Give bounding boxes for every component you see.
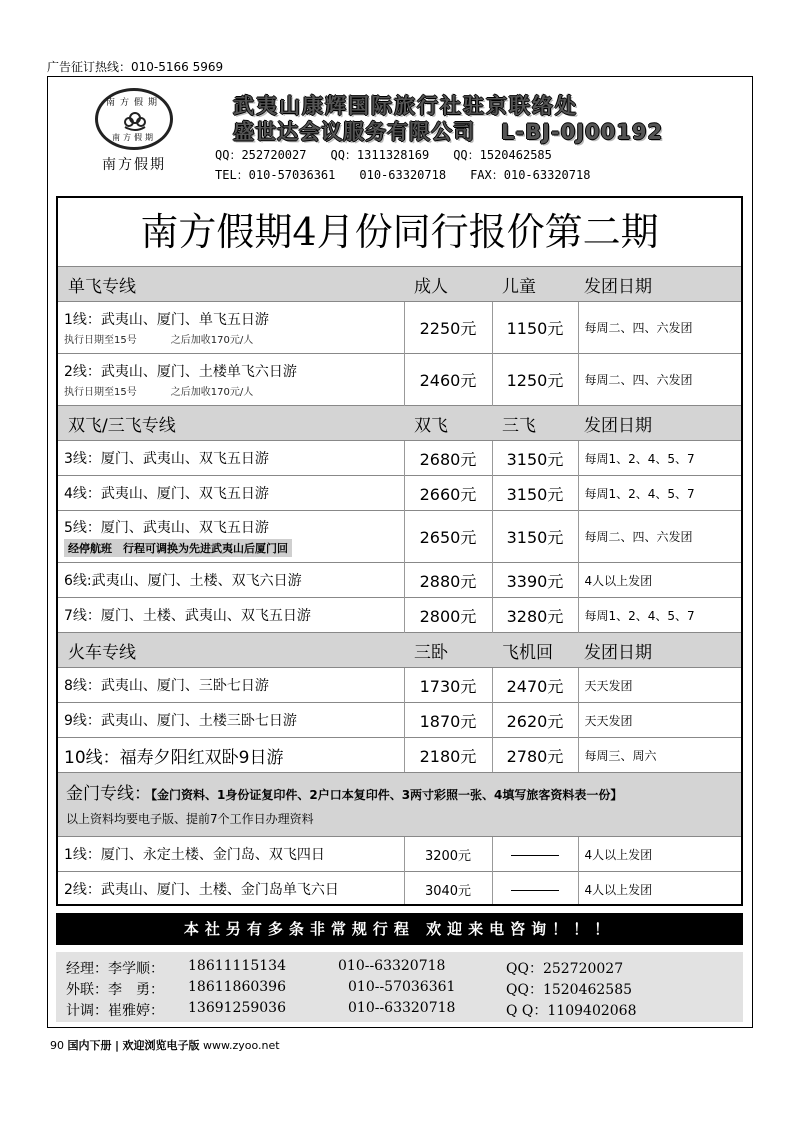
footer-separator: | [115,1039,120,1052]
contact-name: 计调：崔雅婷： [66,1003,164,1019]
logo-emblem [95,88,173,150]
table-row [58,476,741,511]
footer-slogan: 欢迎浏览电子版 [122,1039,200,1052]
col-header: 发团日期 [578,633,741,668]
route-name: 9线：武夷山、厦门、土楼三卧七日游 [58,703,404,738]
ad-hotline: 广告征订热线：010-5166 5969 [47,60,224,74]
logo-name: 南方假期 [102,157,166,173]
page-footer [50,1037,280,1053]
price-1: 2880元 [404,563,492,598]
route-note-2: 之后加收170元/人 [170,387,254,398]
price-2 [492,837,578,872]
fax: FAX：010-63320718 [470,168,591,182]
jinmen-header [58,772,741,836]
section-title: 双飞/三飞专线 [58,406,404,441]
route-name: 7线：厦门、土楼、武夷山、双飞五日游 [58,598,404,633]
route-note [64,331,398,346]
departure-dates: 4人以上发团 [578,872,741,907]
table-row [58,302,741,354]
departure-dates: 4人以上发团 [578,837,741,872]
route-note [64,383,398,398]
route-name: 4线：武夷山、厦门、双飞五日游 [58,476,404,511]
contact-tel: 010--57036361 [348,979,456,995]
table-row [58,598,741,633]
price-2: 2620元 [492,703,578,738]
departure-dates: 每周1、2、4、5、7 [578,598,741,633]
price-2: 1150元 [492,302,578,354]
company-name-1: 武夷山康辉国际旅行社驻京联络处 [233,94,578,118]
route-name: 6线:武夷山、厦门、土楼、双飞六日游 [58,563,404,598]
table-row [58,668,741,703]
price-2: 3150元 [492,476,578,511]
route-note-1: 执行日期至15号 [64,335,137,346]
logo-ring-bottom: 南方假期 [112,133,156,142]
departure-dates: 天天发团 [578,668,741,703]
price-1: 2180元 [404,738,492,773]
tel-2: 010-63320718 [359,168,447,182]
contact-mobile: 18611115134 [188,958,286,974]
section-title: 单飞专线 [58,267,404,302]
contact-mobile: 18611860396 [188,979,286,995]
departure-dates: 每周二、四、六发团 [578,354,741,406]
price-1: 2800元 [404,598,492,633]
quote-title: 南方假期4月份同行报价第二期 [140,210,659,254]
price-1: 2250元 [404,302,492,354]
route-name: 2线：武夷山、厦门、土楼单飞六日游 [64,364,297,380]
footer-section: 国内下册 [67,1039,112,1052]
price-2: 1250元 [492,354,578,406]
qq-contacts [215,146,576,163]
license-number: L-BJ-0J00192 [501,120,664,144]
contact-box [56,952,743,1022]
contact-mobile: 13691259036 [188,1000,286,1016]
qq-3: QQ：1520462585 [453,148,552,162]
price-2: 2470元 [492,668,578,703]
col-header: 发团日期 [578,406,741,441]
route-note-1: 执行日期至15号 [64,387,137,398]
dash-mark [511,855,559,856]
route-name: 8线：武夷山、厦门、三卧七日游 [58,668,404,703]
table-row [58,441,741,476]
col-header: 三卧 [404,633,492,668]
phone-contacts [215,166,614,183]
route-name: 5线：厦门、武夷山、双飞五日游 [64,519,269,536]
section-header [58,267,741,302]
table-row [58,511,741,563]
price-1: 2680元 [404,441,492,476]
jinmen-note: 以上资料均要电子版、提前7个工作日办理资料 [66,812,314,826]
tel-1: TEL：010-57036361 [215,168,336,182]
dash-mark [511,890,559,891]
route-name: 2线：武夷山、厦门、土楼、金门岛单飞六日 [58,872,404,907]
price-1: 3200元 [404,837,492,872]
price-1: 2650元 [404,511,492,563]
price-1: 3040元 [404,872,492,907]
route-note-2: 之后加收170元/人 [170,335,254,346]
price-1: 2660元 [404,476,492,511]
departure-dates: 4人以上发团 [578,563,741,598]
jinmen-table [58,836,741,906]
price-1: 2460元 [404,354,492,406]
contact-name: 经理：李学顺： [66,961,164,977]
price-2: 3150元 [492,511,578,563]
col-header: 儿童 [492,267,578,302]
jinmen-title: 金门专线： [66,784,151,804]
price-2: 3390元 [492,563,578,598]
departure-dates: 每周三、周六 [578,738,741,773]
price-2: 3150元 [492,441,578,476]
company-logo [90,88,178,174]
logo-ring-top: 南方假期 [105,98,162,108]
contact-qq: QQ：1520462585 [506,982,633,998]
col-header: 三飞 [492,406,578,441]
section-header [58,633,741,668]
footer-url[interactable]: www.zyoo.net [203,1039,280,1052]
table-row [58,703,741,738]
qq-1: QQ：252720027 [215,148,307,162]
price-1: 1730元 [404,668,492,703]
route-highlight: 经停航班 行程可调换为先进武夷山后厦门回 [64,539,292,557]
route-name: 3线：厦门、武夷山、双飞五日游 [58,441,404,476]
company-name-2 [233,116,663,146]
departure-dates: 每周1、2、4、5、7 [578,441,741,476]
contact-name: 外联：李 勇： [66,982,164,998]
table-row [58,872,741,907]
table-row [58,837,741,872]
departure-dates: 天天发团 [578,703,741,738]
section-header [58,406,741,441]
jinmen-docs: 【金门资料、1身份证复印件、2户口本复印件、3两寸彩照一张、4填写旅客资料表一份】 [151,788,623,802]
col-header: 成人 [404,267,492,302]
departure-dates: 每周1、2、4、5、7 [578,476,741,511]
price-1: 1870元 [404,703,492,738]
table-row [58,354,741,406]
contact-qq: Q Q：1109402068 [506,1003,637,1019]
table-row [58,738,741,773]
quote-table [58,266,741,772]
price-2: 3280元 [492,598,578,633]
price-2 [492,872,578,907]
consult-banner: 本社另有多条非常规行程 欢迎来电咨询！！！ [56,913,743,945]
contact-tel: 010--63320718 [348,1000,456,1016]
contact-tel: 010--63320718 [338,958,446,974]
col-header: 发团日期 [578,267,741,302]
departure-dates: 每周二、四、六发团 [578,511,741,563]
route-name: 1线：武夷山、厦门、单飞五日游 [64,312,269,328]
table-row [58,563,741,598]
page-number: 90 [50,1039,64,1052]
qq-2: QQ：1311328169 [330,148,430,162]
section-title: 火车专线 [58,633,404,668]
company-name-2-text: 盛世达会议服务有限公司 [233,120,475,144]
route-name: 10线：福寿夕阳红双卧9日游 [58,738,404,773]
col-header: 飞机回 [492,633,578,668]
cloud-icon [122,107,148,133]
contact-qq: QQ：252720027 [506,961,624,977]
price-2: 2780元 [492,738,578,773]
col-header: 双飞 [404,406,492,441]
quote-box [56,196,743,906]
departure-dates: 每周二、四、六发团 [578,302,741,354]
route-name: 1线：厦门、永定土楼、金门岛、双飞四日 [58,837,404,872]
